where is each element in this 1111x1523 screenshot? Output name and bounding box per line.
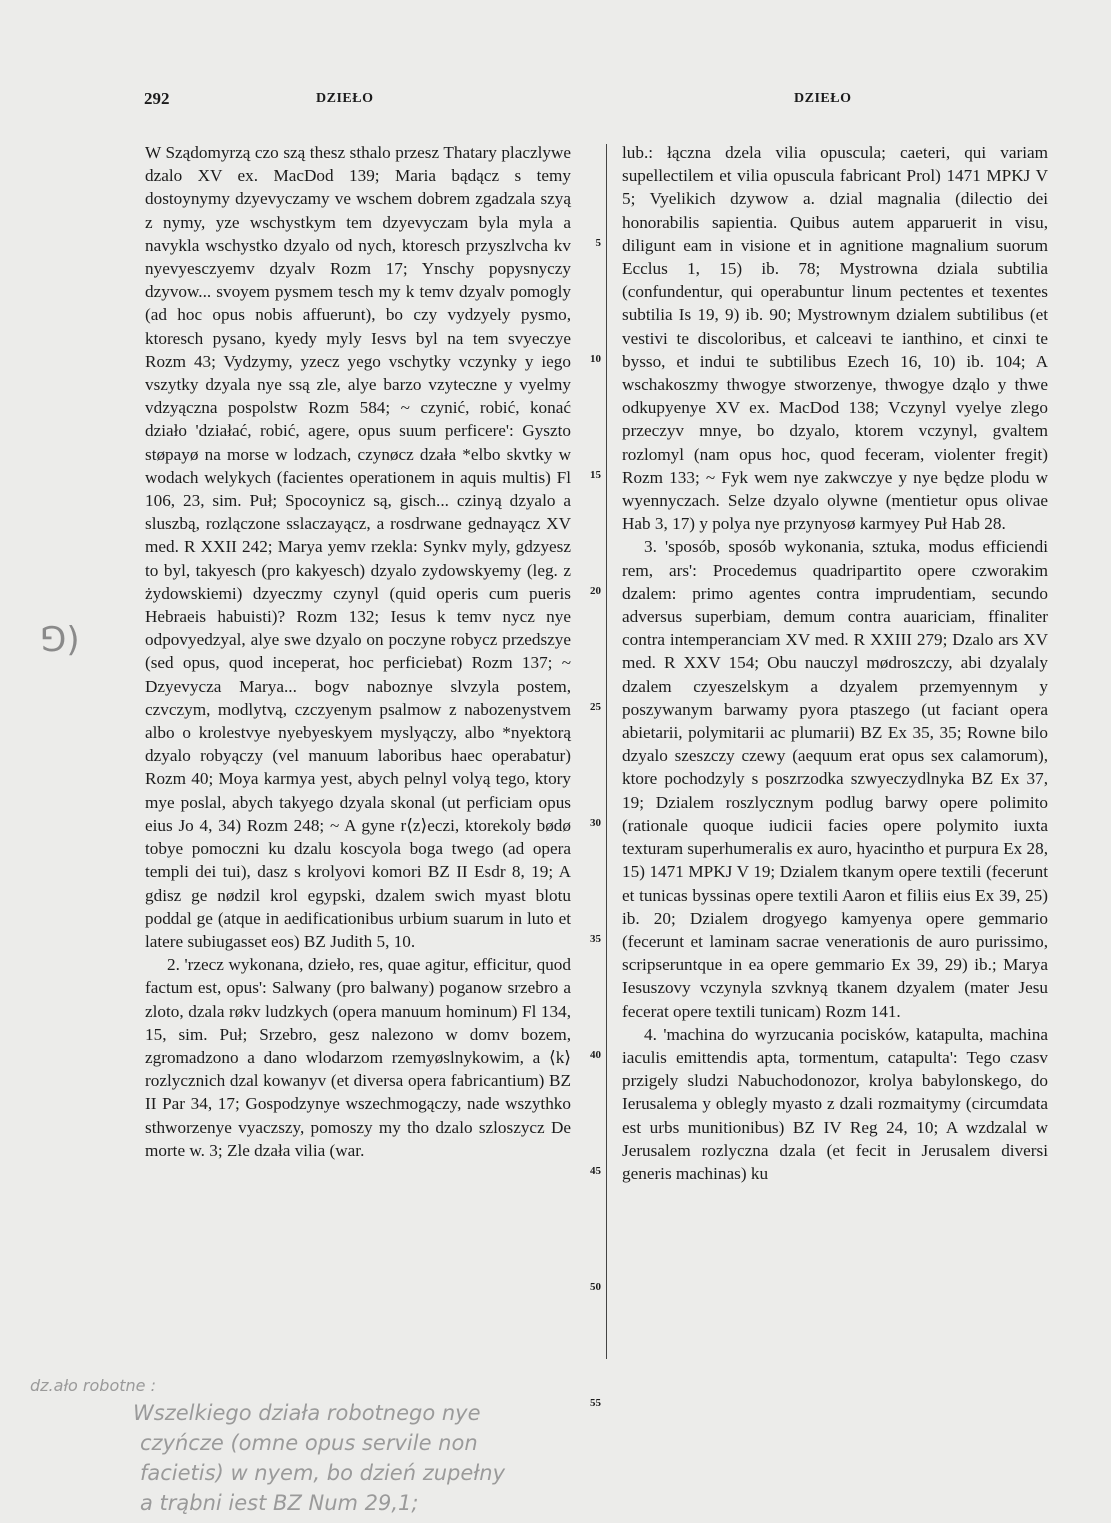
handwritten-note-line: a trąbni iest BZ Num 29,1; (140, 1491, 419, 1515)
entry-paragraph-sense-3: 3. 'sposób, sposób wykonania, sztuka, modus efficiendi rem, ars': Procedemus quadripartito opere czworakim dzalem: primo agentes contra imprudentiam, secundo adversus superbiam, demum contra auariciam, ffinaliter contra intemperanciam XV med. R XXIII 279; Dzalo ars XV med. R XXV 154; Obu nauczyl mødroszczy, abi dzyalaly dzalem czyeszelskym a dzyalem przemyennym y poszywanym barwamy pyora ptaszego (ut faciant opera abietarii, polymitarii ac plumarii) BZ Ex 35, 35; Rowne bilo dzyalo szeszczy czewy (aequum erat opus sex calamorum), ktore pochodzyly s poszrzodka szwyeczydlnyka BZ Ex 37, 19; Dzialem roszlycznym podlug barwy opere polimito (rationale quoque iudicii facies opere polymito iuxta texturam superhumeralis ex auro, hyacintho et purpura Ex 28, 15) 1471 MPKJ V 19; Dzialem tkanym opere textili (fecerunt et tunicas byssinas opere textili Aaron et filiis eius Ex 39, 25) ib. 20; Dzialem drogyego kamyenya opere gemmario (fecerunt et laminam sacrae venerationis de auro purissimo, scripseruntque in ea opere gemmario Ex 39, 29) ib.; Marya Iesuszovy vczynyla szvknyą tkanem dzyalem (mater Jesu fecerat opere textili tunicam) Rozm 141. (622, 537, 1048, 1021)
line-number: 20 (590, 585, 601, 597)
line-number: 15 (590, 469, 601, 481)
line-number: 35 (590, 933, 601, 945)
line-number: 45 (590, 1165, 601, 1177)
entry-paragraph-sense-4: 4. 'machina do wyrzucania pocisków, katapulta, machina iaculis emittendis apta, tormentum, catapulta': Tego czasv przigely sludzi Nabuchodonozor, krolya babylonskego, do Ierusalema y oblegly myasto z dzali rozmaitymy (circumdata est urbs munitionibus) BZ IV Reg 24, 10; A wzdzalal w Jerusalem rozlyczna dzala (et fecit in Jerusalem diversi generis machinas) ku (622, 1024, 1048, 1183)
entry-paragraph: W Sządomyrzą czo szą thesz sthalo przesz Thatary placzlywe dzalo XV ex. MacDod 139; Maria bądącz s temy dostoynymy dzyevyczamy ve wschem dobrem zgadzala szyą z nymy, yze wschystkym tem dzyevyczam byla myla a navykla wschystko dzyalo od nych, ktoresch przyszlvcha kv nyevyesczyemv dzyalv Rozm 17; Ynschy popysnyczy dzyvow... svoyem pysmem tesch my k temv dzyalv pomogly (ad hoc opus nobis affuerunt), bo czy vydzyely pysmo, ktoresch pysano, kyedy myly Iesvs byl na tem svyeczye Rozm 43; Vydzymy, yzecz yego vschytky vczynky y iego vszytky dzyala nye ssą zle, alye barzo vzyteczne y vyelmy vdzyączna pospolstw Rozm 584; ~ czynić, robić, konać działo 'działać, robić, agere, opus suum perficere': Gyszto støpayø na morse w lodzach, czynøcz dzała *elbo skvtky w wodach welykych (facientes operationem in aquis multis) Fl 106, 23, sim. Puł; Spocoynicz są, gisch... czinyą dzyalo a sluszbą, rozlączone sslaczayącz, a rosdrwane gednayącz XV med. R XXII 242; Marya yemv rzekla: Synkv myly, gdzyesz to byl, takyesch (pro kakyesch) dzyalo zydowskyemy (leg. z żydowskiemi) dzyeczmy czynyl (quid operis cum pueris Hebraeis habuisti)? Rozm 132; Iesus k temv nycz nye odpovyedzyal, alye swe dzyalo on poczyne robycz przedszye (sed opus, quod inceperat, hoc perficiebat) Rozm 137; ~ Dzyevycza Marya... bogv naboznye slvzyla postem, czvczym, modlytvą, czczyenym psalmow z nabozenystvem albo o krolestvye nyebyeskyem myslyączy, albo *nyektorą dzyalo robyączy (vel manuum laboribus haec operabatur) Rozm 40; Moya karmya yest, abych pelnyl volyą tego, ktory mye poslal, abych takyego dzyala skonal (ut perficiam opus eius Jo 4, 34) Rozm 248; ~ A gyne r⟨z⟩eczi, ktorekoly bødø tobye pomoczni ku dzalu koscyola boga twego (ad opera templi dei tui), dasz s krolyovi komori BZ II Esdr 8, 19; A gdisz ge nødzil krol egypski, dzalem swich myast blotu poddal ge (atque in aedificationibus urbium suarum in luto et latere subiugasset eos) BZ Judith 5, 10. (145, 143, 571, 951)
column-rule (606, 144, 607, 1359)
entry-paragraph: lub.: łączna dzela vilia opuscula; caeteri, qui variam supellectilem et vilia opuscula fabricant Prol) 1471 MPKJ V 5; Vyelikich dzywow a. dzial magnalia (dilectio dei honorabilis sapientia. Quibus autem apparuerit in visu, diligunt eam in visione et in agnitione magnalium suorum Ecclus 1, 15) ib. 78; Mystrowna dziala subtilia (confundentur, qui operabuntur linum pectentes et texentes subtilia Is 19, 9) ib. 90; Mystrownym dzialem subtilibus (et vestivi te discoloribus, et calceavi te ianthino, et cinxi te bysso, et indui te subtilibus Ezech 16, 10) ib. 104; A wschakoszmy thwogye stworzenye, thwogye dząlo y thwe odkupyenye XV ex. MacDod 138; Vczynyl vyelye zlego przeczyv mnye, bo dzyalo, ktorem vczynyl, gvaltem rozlomyl (nam opus hoc, quod feceram, violenter fregit) Rozm 133; ~ Fyk wem nye zakwczye y nye będze plodu w wyennyczach. Selze dzyalo olywne (mentietur opus olivae Hab 3, 17) y polya nye przynyosø karmyey Puł Hab 28. (622, 143, 1048, 534)
handwritten-note-line: czyńcze (omne opus servile non (140, 1431, 478, 1455)
line-number: 25 (590, 701, 601, 713)
running-head-right: DZIEŁO (794, 91, 852, 106)
line-number: 50 (590, 1281, 601, 1293)
line-number: 5 (595, 237, 601, 249)
right-column (622, 141, 1048, 1185)
handwritten-note-line: dz.ało robotne : (30, 1376, 156, 1395)
handwritten-note-line: Wszelkiego działa robotnego nye (133, 1401, 481, 1425)
entry-paragraph-sense-2: 2. 'rzecz wykonana, dzieło, res, quae agitur, efficitur, quod factum est, opus': Salwany (pro balwany) poganow srzebro a zloto, dzala røkv ludzkych (opera manuum hominum) Fl 134, 15, sim. Puł; Srzebro, gesz nalezono w domv bozem, zgromadzono a dano wlodarzom rzemyøslnykowim, a ⟨k⟩ rozlycznich dzal kowanyv (et diversa opera fabricantium) BZ II Par 34, 17; Gospodzynye wszechmogączy, nade wszythko sthworzenye vyaczszy, pomoszy my tho dzalo szloszycz De morte w. 3; Zle dzała vilia (war. (145, 955, 571, 1160)
line-number: 30 (590, 817, 601, 829)
handwritten-note-line: facietis) w nyem, bo dzień zupełny (140, 1461, 506, 1485)
left-column (145, 141, 571, 1162)
line-number: 10 (590, 353, 601, 365)
page-number: 292 (144, 89, 170, 108)
line-number: 55 (590, 1397, 601, 1409)
handwritten-margin-mark: ⅁) (40, 620, 80, 660)
running-head-left: DZIEŁO (316, 91, 374, 106)
line-number: 40 (590, 1049, 601, 1061)
